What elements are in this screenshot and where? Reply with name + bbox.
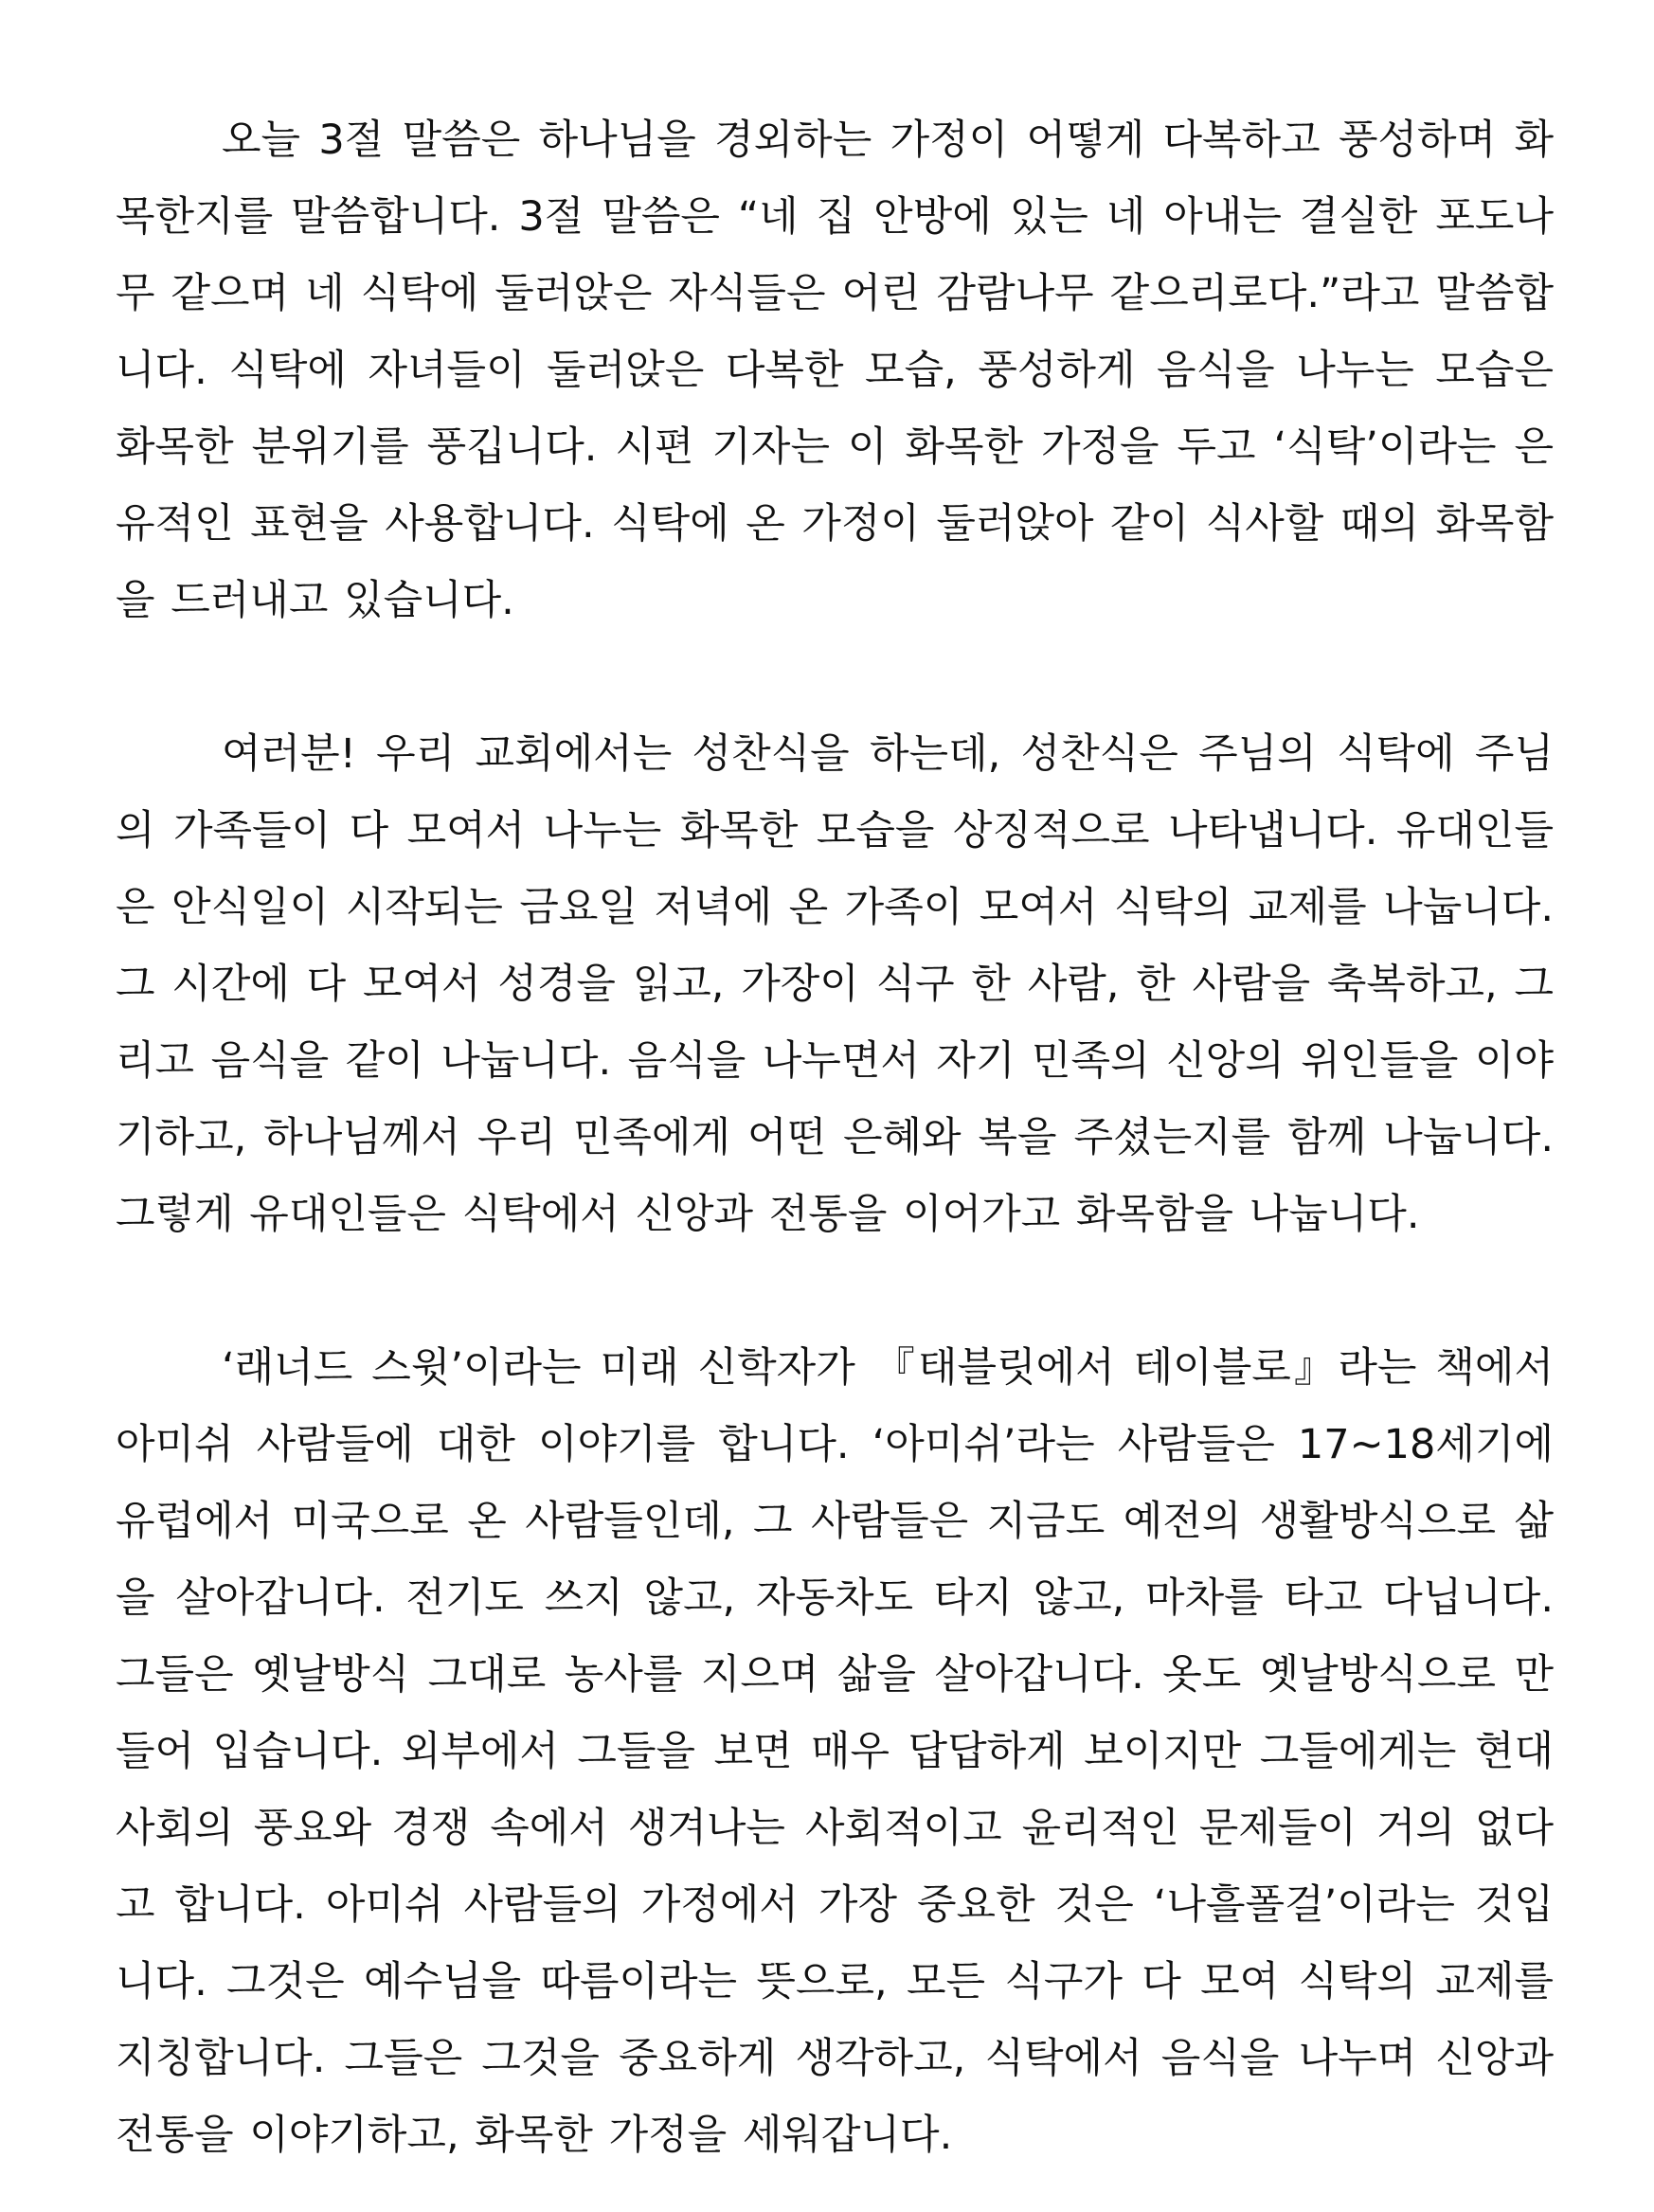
paragraph-1: 오늘 3절 말씀은 하나님을 경외하는 가정이 어떻게 다복하고 풍성하며 화목한지를 말씀합니다. 3절 말씀은 “네 집 안방에 있는 네 아내는 결실한 포도나무 같으며 네 식탁에 둘러앉은 자식들은 어린 감람나무 같으리로다.”라고 말씀합니다. 식탁에 자녀들이 둘러앉은 다복한 모습, 풍성하게 음식을 나누는 모습은 화목한 분위기를 풍깁니다. 시편 기자는 이 화목한 가정을 두고 ‘식탁’이라는 은유적인 표현을 사용합니다. 식탁에 온 가정이 둘러앉아 같이 식사할 때의 화목함을 드러내고 있습니다. xyxy=(116,117,1554,624)
paragraph-3: ‘래너드 스윗’이라는 미래 신학자가 『태블릿에서 테이블로』라는 책에서 아미쉬 사람들에 대한 이야기를 합니다. ‘아미쉬’라는 사람들은 17~18세기에 유럽에서 미국으로 온 사람들인데, 그 사람들은 지금도 예전의 생활방식으로 삶을 살아갑니다. 전기도 쓰지 않고, 자동차도 타지 않고, 마차를 타고 다닙니다. 그들은 옛날방식 그대로 농사를 지으며 삶을 살아갑니다. 옷도 옛날방식으로 만들어 입습니다. 외부에서 그들을 보면 매우 답답하게 보이지만 그들에게는 현대사회의 풍요와 경쟁 속에서 생겨나는 사회적이고 윤리적인 문제들이 거의 없다고 합니다. 아미쉬 사람들의 가정에서 가장 중요한 것은 ‘나흘폴걸’이라는 것입니다. 그것은 예수님을 따름이라는 뜻으로, 모든 식구가 다 모여 식탁의 교제를 지칭합니다. 그들은 그것을 중요하게 생각하고, 식탁에서 음식을 나누며 신앙과 전통을 이야기하고, 화목한 가정을 세워갑니다. xyxy=(116,1344,1554,2159)
paragraph-2: 여러분! 우리 교회에서는 성찬식을 하는데, 성찬식은 주님의 식탁에 주님의 가족들이 다 모여서 나누는 화목한 모습을 상징적으로 나타냅니다. 유대인들은 안식일이 시작되는 금요일 저녁에 온 가족이 모여서 식탁의 교제를 나눕니다. 그 시간에 다 모여서 성경을 읽고, 가장이 식구 한 사람, 한 사람을 축복하고, 그리고 음식을 같이 나눕니다. 음식을 나누면서 자기 민족의 신앙의 위인들을 이야기하고, 하나님께서 우리 민족에게 어떤 은혜와 복을 주셨는지를 함께 나눕니다. 그렇게 유대인들은 식탁에서 신앙과 전통을 이어가고 화목함을 나눕니다. xyxy=(116,730,1554,1238)
sermon-text xyxy=(116,102,1554,2174)
